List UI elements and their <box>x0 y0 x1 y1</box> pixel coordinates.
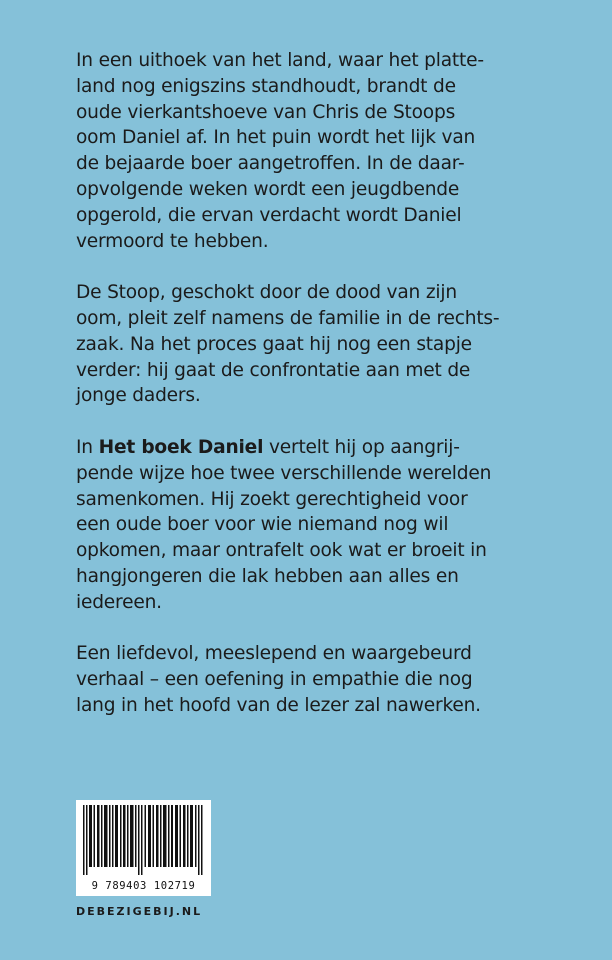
blurb-line: land nog enigszins standhoudt, brandt de <box>76 75 456 97</box>
blurb-paragraph-4 <box>76 641 556 718</box>
blurb-paragraph-1 <box>76 48 556 254</box>
blurb-line: opgerold, die ervan verdacht wordt Daniel <box>76 204 462 226</box>
blurb-line: de bejaarde boer aangetroffen. In de daar- <box>76 153 465 175</box>
blurb-paragraph-2 <box>76 280 556 409</box>
blurb-line: De Stoop, geschokt door de dood van zijn <box>76 282 457 304</box>
blurb-line: verder: hij gaat de confrontatie aan met de <box>76 359 471 381</box>
back-cover-blurb <box>76 48 556 745</box>
blurb-line: oude vierkantshoeve van Chris de Stoops <box>76 101 456 123</box>
blurb-paragraph-3 <box>76 435 556 616</box>
isbn-barcode <box>76 800 211 896</box>
book-title: Het boek Daniel <box>98 436 264 458</box>
blurb-line: oom, pleit zelf namens de familie in de rechts- <box>76 307 500 329</box>
publisher-website[interactable]: DEBEZIGEBIJ.NL <box>76 905 203 918</box>
blurb-line: zaak. Na het proces gaat hij nog een stapje <box>76 333 472 355</box>
blurb-line: Een liefdevol, meeslepend en waargebeurd <box>76 643 472 665</box>
blurb-line: opkomen, maar ontrafelt ook wat er broeit in <box>76 540 487 562</box>
isbn-number: 9 789403 102719 <box>91 880 196 892</box>
blurb-line: iedereen. <box>76 591 162 613</box>
blurb-line: hangjongeren die lak hebben aan alles en <box>76 565 459 587</box>
blurb-line: pende wijze hoe twee verschillende werelden <box>76 462 492 484</box>
barcode-bars <box>82 805 205 875</box>
blurb-line: een oude boer voor wie niemand nog wil <box>76 514 449 536</box>
blurb-line-prefix: In <box>76 436 99 458</box>
blurb-line: vermoord te hebben. <box>76 230 269 252</box>
blurb-line: In een uithoek van het land, waar het platte- <box>76 50 484 71</box>
blurb-line: lang in het hoofd van de lezer zal nawerken. <box>76 694 481 716</box>
blurb-line: oom Daniel af. In het puin wordt het lijk van <box>76 127 476 149</box>
blurb-line: verhaal – een oefening in empathie die nog <box>76 669 473 691</box>
blurb-line-suffix: vertelt hij op aangrij- <box>263 436 460 458</box>
blurb-line: jonge daders. <box>76 385 201 407</box>
blurb-line: samenkomen. Hij zoekt gerechtigheid voor <box>76 488 468 510</box>
blurb-line: opvolgende weken wordt een jeugdbende <box>76 178 460 200</box>
blurb-line-with-title <box>76 435 556 461</box>
